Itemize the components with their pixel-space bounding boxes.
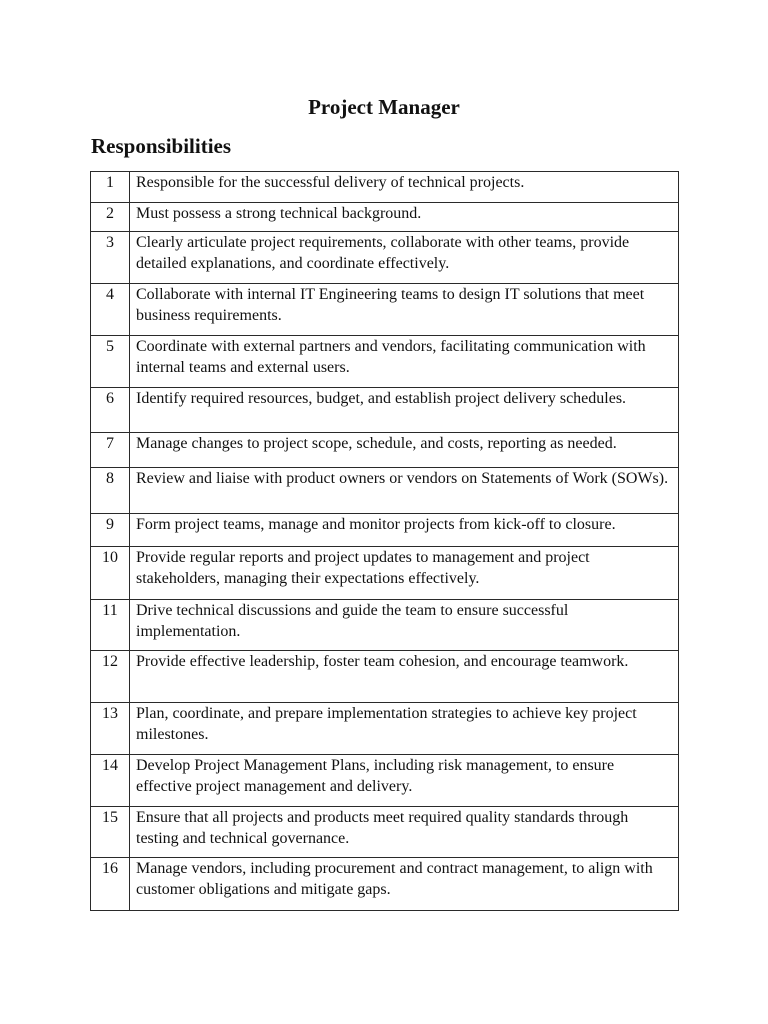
row-number: 13 [91,703,130,755]
table-row [91,232,679,284]
row-number: 6 [91,388,130,433]
table-row [91,858,679,911]
row-text: Manage vendors, including procurement and contract management, to align with customer obligations and mitigate gaps. [130,858,679,911]
row-number: 2 [91,203,130,232]
row-text: Drive technical discussions and guide the team to ensure successful implementation. [130,600,679,651]
row-text: Must possess a strong technical background. [130,203,679,232]
row-text: Responsible for the successful delivery of technical projects. [130,172,679,203]
row-number: 12 [91,651,130,703]
row-text: Ensure that all projects and products meet required quality standards through testing and technical governance. [130,807,679,858]
row-text: Collaborate with internal IT Engineering teams to design IT solutions that meet business requirements. [130,284,679,336]
row-text: Form project teams, manage and monitor projects from kick-off to closure. [130,514,679,547]
row-number: 5 [91,336,130,388]
row-number: 8 [91,468,130,514]
row-number: 10 [91,547,130,600]
table-row [91,336,679,388]
table-row [91,388,679,433]
table-row [91,703,679,755]
table-row [91,755,679,807]
row-number: 11 [91,600,130,651]
responsibilities-table [90,171,679,911]
row-number: 16 [91,858,130,911]
table-row [91,807,679,858]
row-text: Review and liaise with product owners or vendors on Statements of Work (SOWs). [130,468,679,514]
row-number: 15 [91,807,130,858]
table-row [91,203,679,232]
row-text: Manage changes to project scope, schedule, and costs, reporting as needed. [130,433,679,468]
row-text: Plan, coordinate, and prepare implementation strategies to achieve key project milestones. [130,703,679,755]
row-text: Develop Project Management Plans, including risk management, to ensure effective project management and delivery. [130,755,679,807]
row-text: Clearly articulate project requirements, collaborate with other teams, provide detailed explanations, and coordinate effectively. [130,232,679,284]
table-row [91,468,679,514]
row-text: Provide regular reports and project updates to management and project stakeholders, managing their expectations effectively. [130,547,679,600]
table-row [91,284,679,336]
row-text: Coordinate with external partners and vendors, facilitating communication with internal teams and external users. [130,336,679,388]
row-number: 1 [91,172,130,203]
table-row [91,514,679,547]
table-row [91,547,679,600]
table-row [91,172,679,203]
row-number: 3 [91,232,130,284]
row-text: Identify required resources, budget, and establish project delivery schedules. [130,388,679,433]
row-number: 14 [91,755,130,807]
table-row [91,600,679,651]
table-row [91,433,679,468]
row-number: 7 [91,433,130,468]
table-row [91,651,679,703]
section-heading: Responsibilities [91,134,232,158]
row-number: 9 [91,514,130,547]
row-text: Provide effective leadership, foster team cohesion, and encourage teamwork. [130,651,679,703]
row-number: 4 [91,284,130,336]
page-title: Project Manager [308,95,460,119]
